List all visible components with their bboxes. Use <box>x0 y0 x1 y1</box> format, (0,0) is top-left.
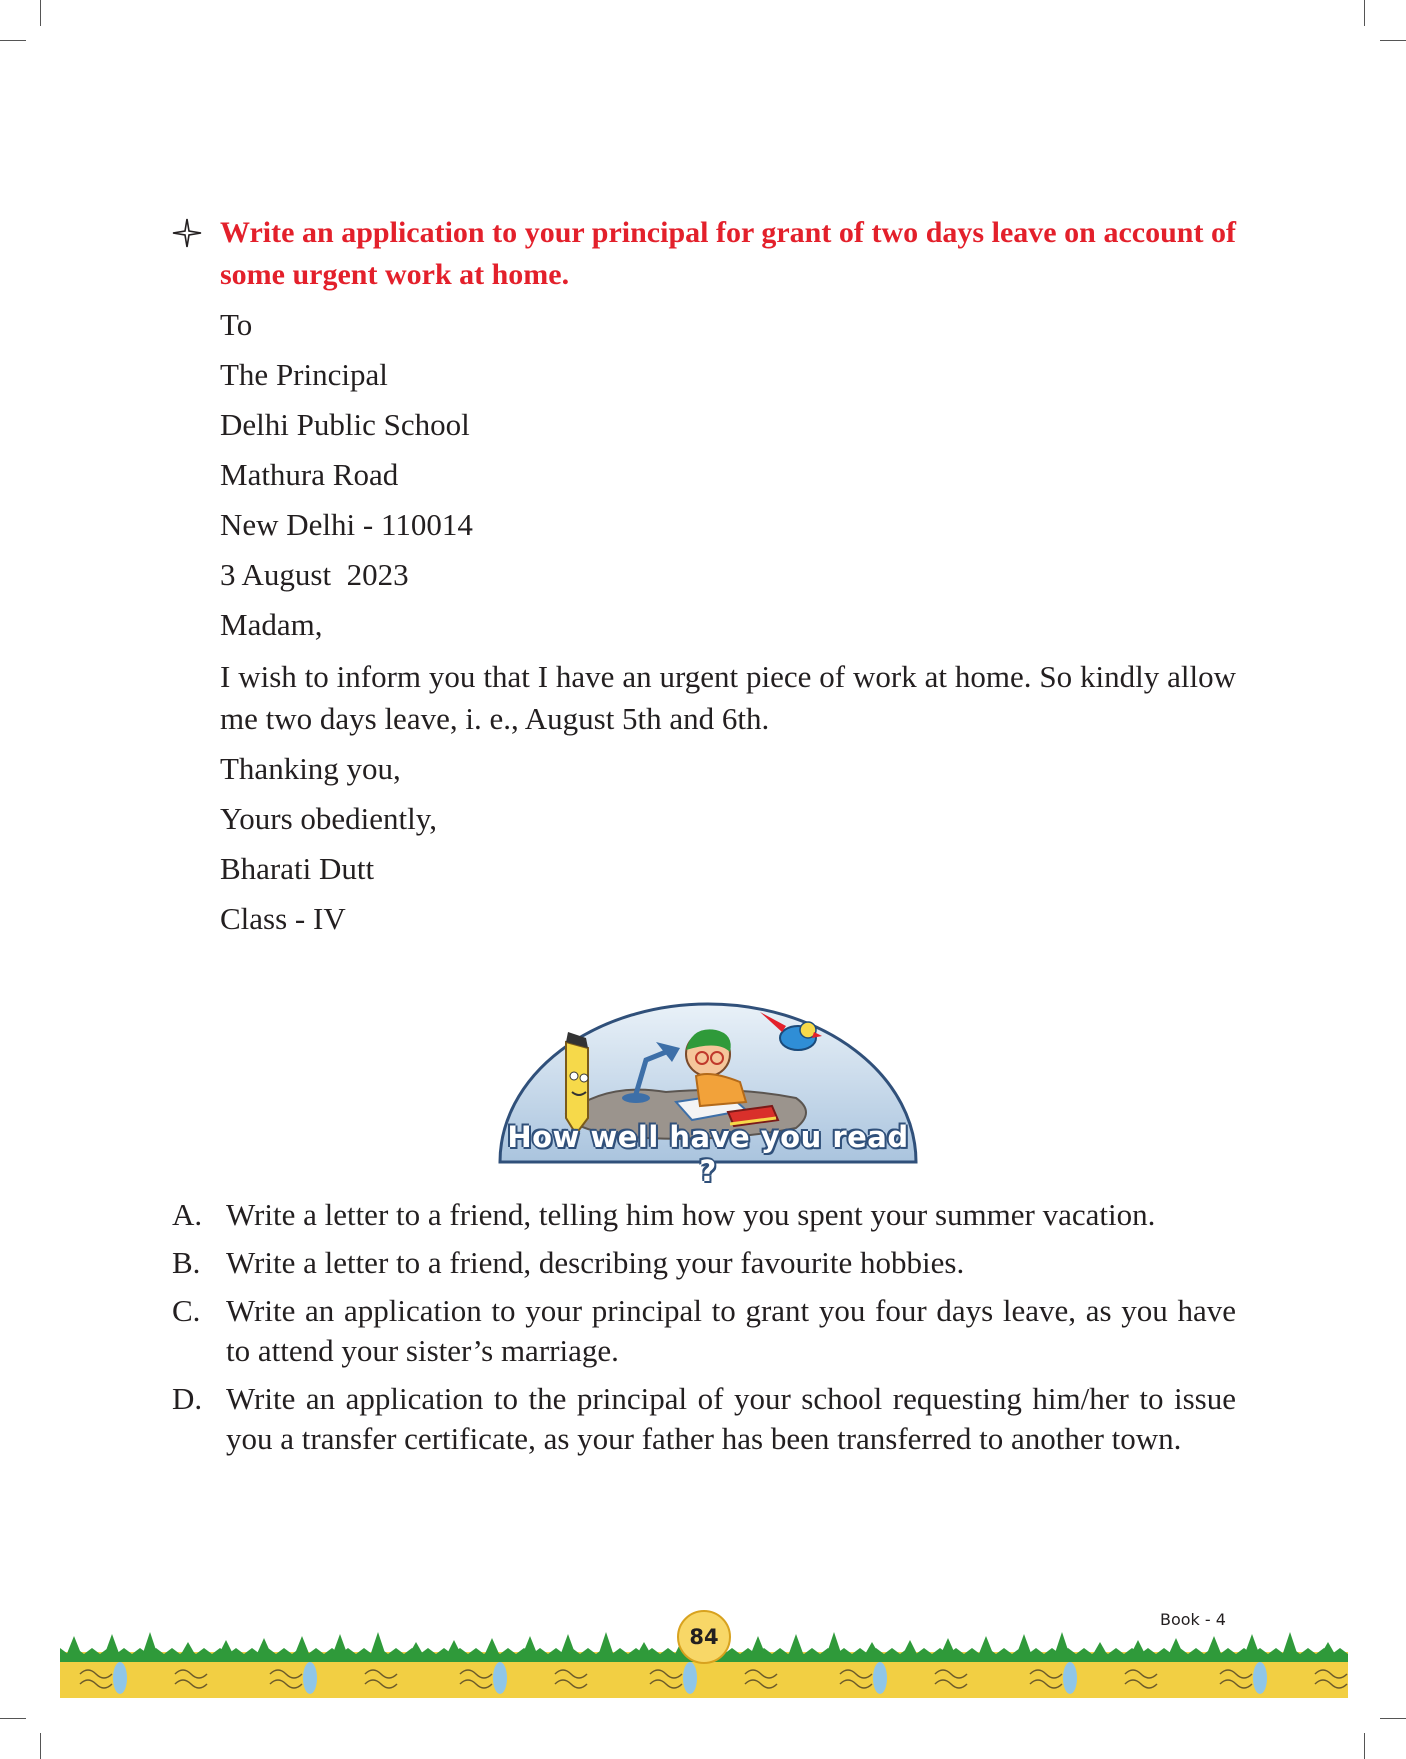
footer-tree <box>826 1632 842 1656</box>
footer-tree <box>446 1640 462 1656</box>
footer-tree <box>978 1636 994 1656</box>
footer-tree <box>864 1642 880 1656</box>
exercise-item <box>170 1195 1236 1235</box>
footer-tree <box>370 1632 386 1656</box>
footer-tree <box>1282 1632 1298 1656</box>
crop-mark <box>1380 1718 1406 1719</box>
footer-tree <box>180 1642 196 1656</box>
footer-tree <box>788 1634 804 1656</box>
exercise-letter: C. <box>172 1293 201 1328</box>
crop-mark <box>1364 1733 1365 1759</box>
exercise-letter: D. <box>172 1381 203 1416</box>
exercise-text: Write an application to your principal to grant you four days leave, as you have to attend your sister’s marriage. <box>226 1293 1236 1368</box>
footer-tree <box>484 1638 500 1656</box>
crop-mark <box>40 0 41 26</box>
footer-drop <box>1253 1662 1267 1694</box>
footer-tree <box>750 1636 766 1656</box>
footer-tree <box>332 1634 348 1656</box>
footer-tree <box>256 1638 272 1656</box>
footer-tree <box>294 1636 310 1656</box>
footer-tree <box>66 1636 82 1656</box>
question-text: Write an application to your principal for grant of two days leave on account of some urgent work at home. <box>220 216 1236 291</box>
footer-drop <box>493 1662 507 1694</box>
page-number: 84 <box>677 1610 731 1664</box>
footer-tree <box>560 1634 576 1656</box>
letter-road: Mathura Road <box>220 457 399 492</box>
book-label: Book - 4 <box>1160 1610 1226 1629</box>
badge-title: How well have you read ? <box>507 1120 909 1188</box>
footer-tree <box>1130 1640 1146 1656</box>
exercise-list <box>170 1195 1236 1467</box>
footer-drop <box>113 1662 127 1694</box>
footer-tree <box>598 1632 614 1656</box>
letter-salutation: Madam, <box>220 607 323 642</box>
footer-tree <box>142 1632 158 1656</box>
footer-drop <box>1063 1662 1077 1694</box>
exercise-text: Write a letter to a friend, telling him how you spent your summer vacation. <box>226 1197 1156 1232</box>
footer-tree <box>1016 1634 1032 1656</box>
footer-tree <box>1054 1632 1070 1656</box>
crop-mark <box>1380 40 1406 41</box>
letter-city: New Delhi - 110014 <box>220 507 473 542</box>
letter-recipient: The Principal <box>220 357 388 392</box>
letter-date: 3 August 2023 <box>220 557 409 592</box>
letter-to: To <box>220 307 253 342</box>
exercise-letter: A. <box>172 1197 203 1232</box>
letter-closing: Yours obediently, <box>220 801 438 836</box>
footer-tree <box>902 1640 918 1656</box>
footer-tree <box>104 1634 120 1656</box>
how-well-badge <box>496 1002 920 1188</box>
sample-letter <box>220 300 1236 944</box>
footer-tree <box>218 1640 234 1656</box>
exercise-text: Write an application to the principal of your school requesting him/her to issue you a transfer certificate, as your father has been transferred to another town. <box>226 1381 1236 1456</box>
letter-body: I wish to inform you that I have an urgent piece of work at home. So kindly allow me two days leave, i. e., August 5th and 6th. <box>220 659 1236 736</box>
letter-school: Delhi Public School <box>220 407 470 442</box>
footer-tree <box>1244 1634 1260 1656</box>
letter-class: Class - IV <box>220 901 346 936</box>
exercise-item <box>170 1243 1236 1283</box>
footer-tree <box>522 1636 538 1656</box>
footer-tree <box>636 1642 652 1656</box>
exercise-letter: B. <box>172 1245 201 1280</box>
exercise-text: Write a letter to a friend, describing your favourite hobbies. <box>226 1245 965 1280</box>
footer-drop <box>873 1662 887 1694</box>
exercise-item <box>170 1291 1236 1371</box>
crop-mark <box>40 1733 41 1759</box>
footer-tree <box>1092 1642 1108 1656</box>
footer-drop <box>303 1662 317 1694</box>
crop-mark <box>0 1718 26 1719</box>
letter-thanks: Thanking you, <box>220 751 401 786</box>
footer-drop <box>683 1662 697 1694</box>
footer-tree <box>1320 1642 1336 1656</box>
exercise-item <box>170 1379 1236 1459</box>
footer-tree <box>408 1642 424 1656</box>
four-point-star-icon <box>172 218 202 248</box>
footer-tree <box>1168 1638 1184 1656</box>
crop-mark <box>1364 0 1365 26</box>
crop-mark <box>0 40 26 41</box>
letter-name: Bharati Dutt <box>220 851 375 886</box>
footer-tree <box>1206 1636 1222 1656</box>
footer-tree <box>940 1638 956 1656</box>
